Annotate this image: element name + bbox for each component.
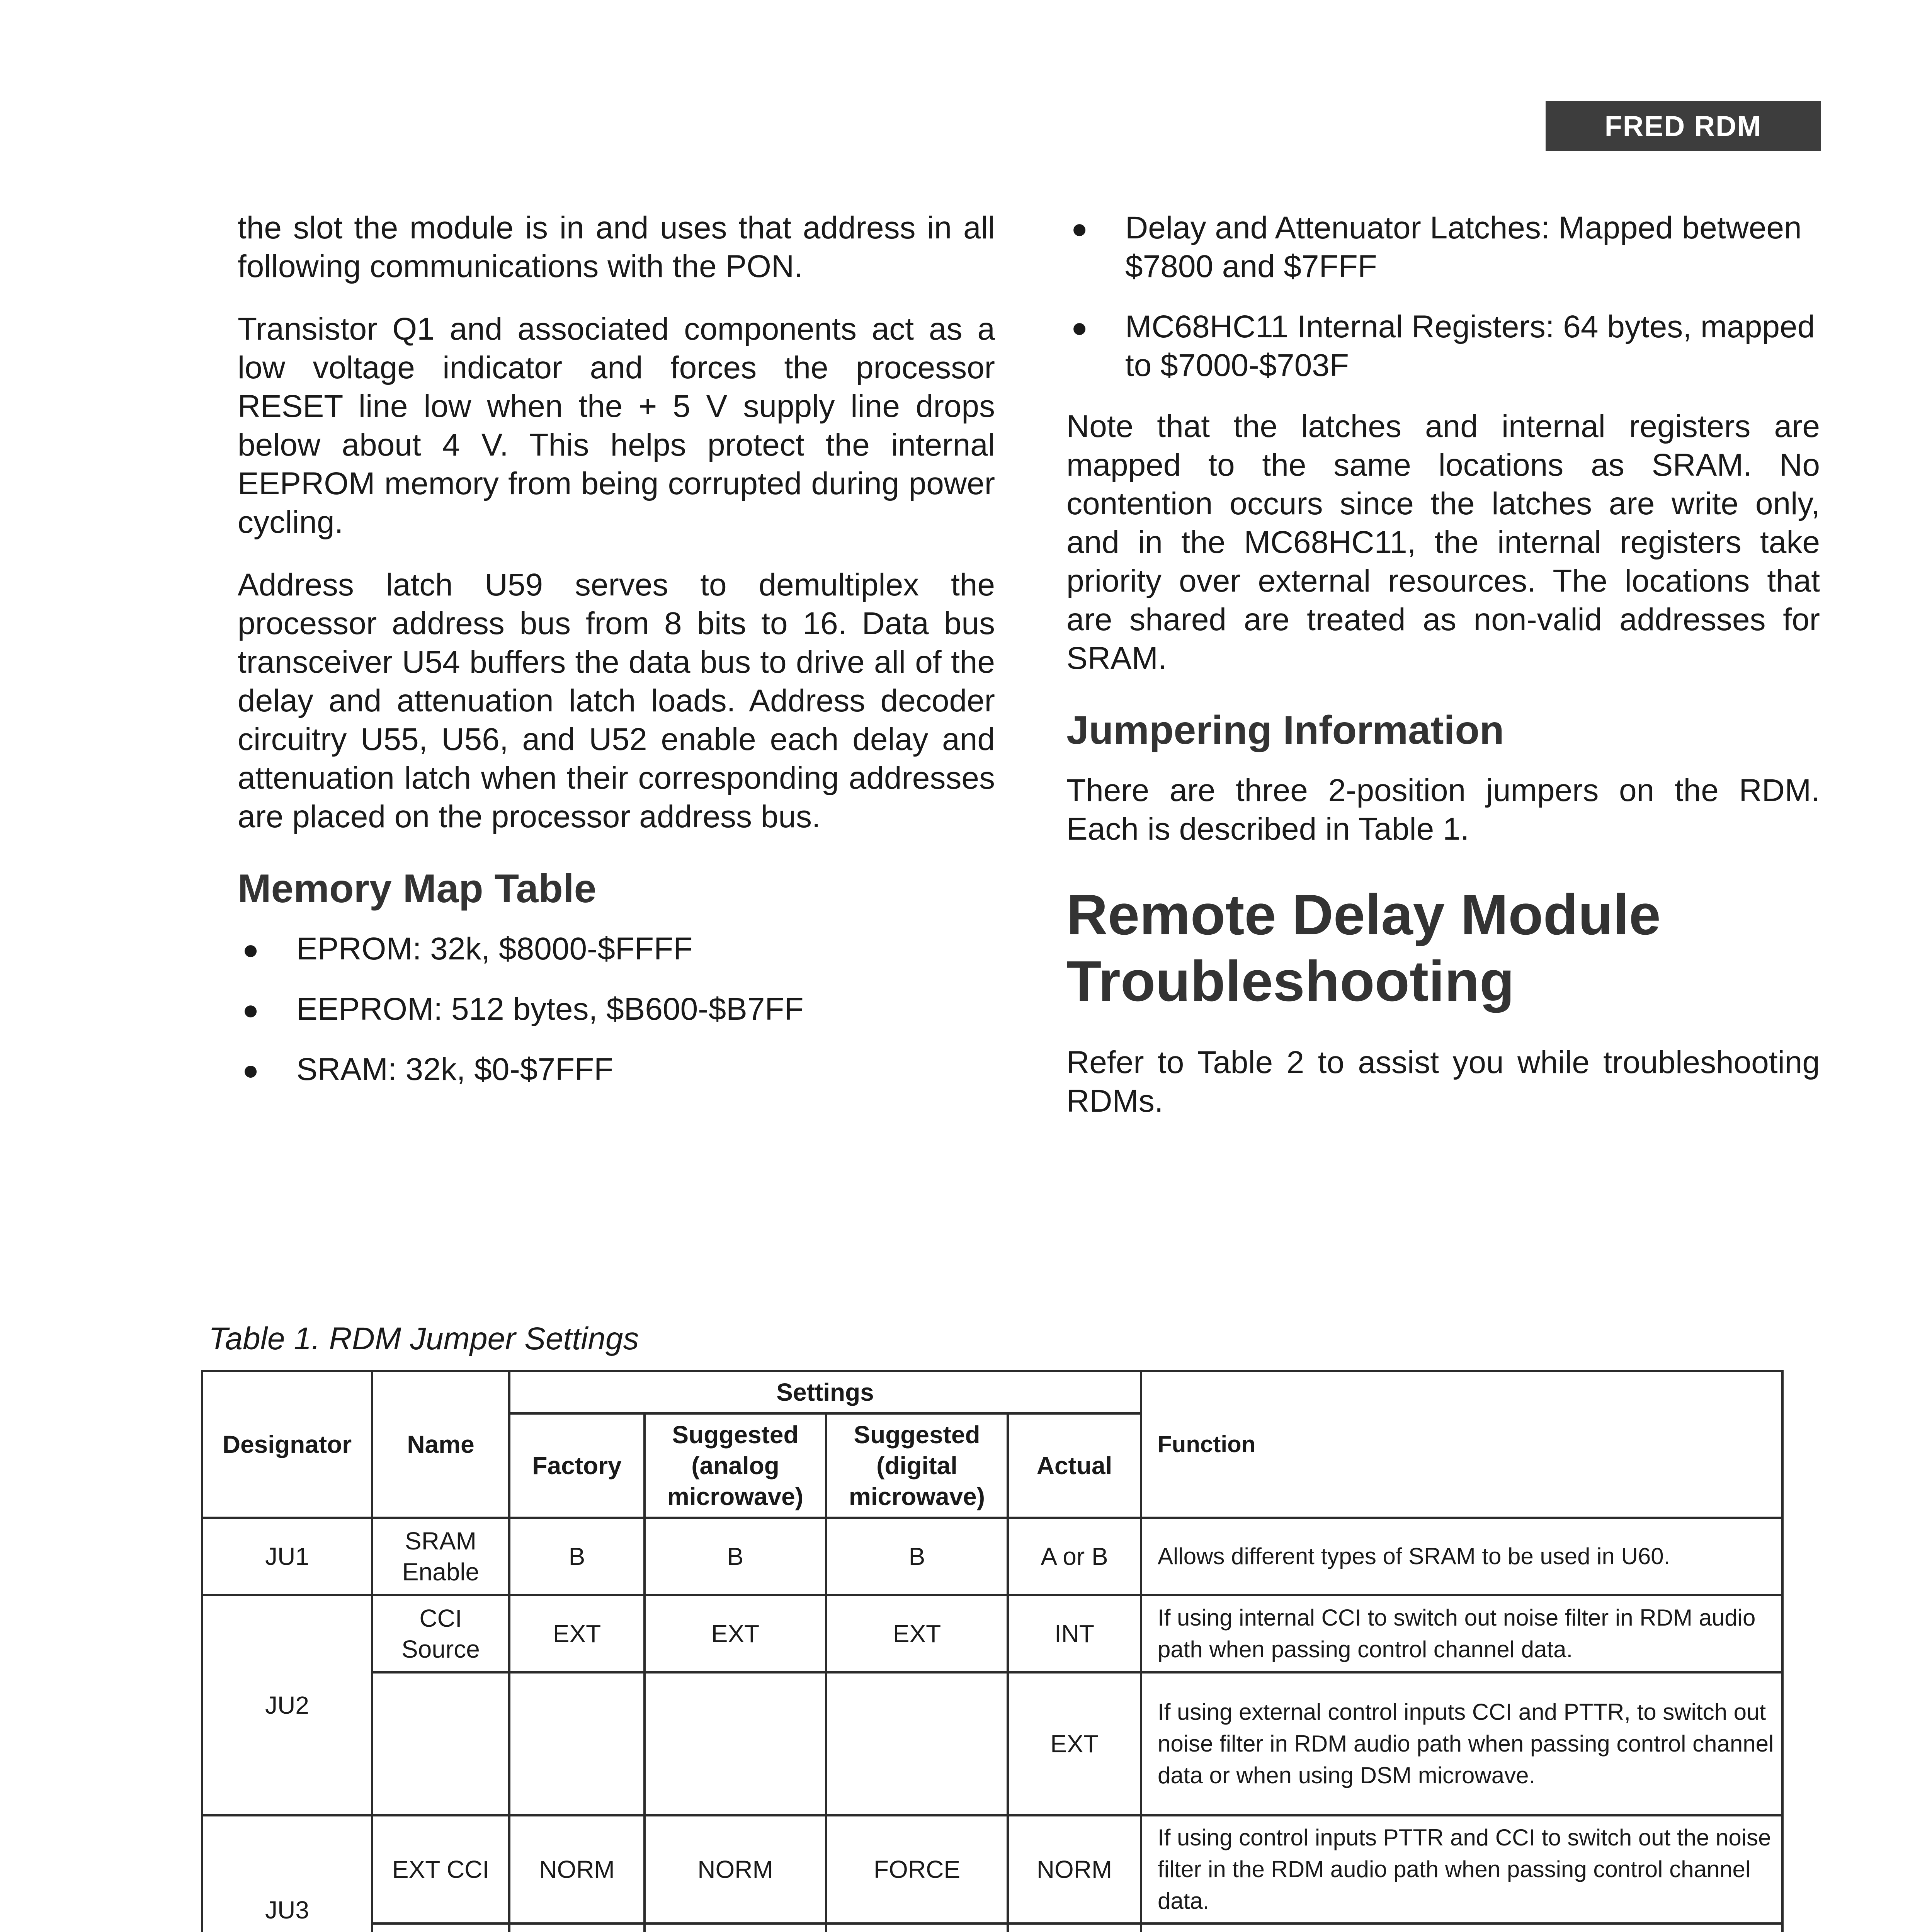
note-paragraph: Note that the latches and internal registers are mapped to the same locations as SRAM. No contention occurs since the latches are write only, and in the MC68HC11, the internal registers take priority over external resources. The locations that are shared are treated as non-valid addresses for SRAM.	[1066, 409, 1820, 676]
cell-name: CCI Source	[372, 1595, 509, 1672]
cell-actual	[1008, 1923, 1141, 1932]
list-item	[238, 990, 995, 1029]
table-row	[202, 1923, 1782, 1932]
list-item	[238, 930, 995, 968]
header-actual: Actual	[1008, 1413, 1141, 1518]
body-paragraph: Address latch U59 serves to demultiplex the processor address bus from 8 bits to 16. Data bus transceiver U54 buffers the data bus to drive all of the delay and attenuation latch loads. Address decoder circuitry U55, U56, and U52 enable each delay and attenuation latch when their corresponding addresses are placed on the processor address bus.	[238, 567, 995, 834]
list-item-text: MC68HC11 Internal Registers: 64 bytes, mapped to $7000-$703F	[1125, 309, 1815, 383]
bullet-icon: ●	[1071, 312, 1088, 343]
list-item-text: EEPROM: 512 bytes, $B600-$B7FF	[296, 992, 804, 1027]
cell-actual: EXT	[1008, 1672, 1141, 1815]
table-row	[202, 1815, 1782, 1923]
cell-actual: INT	[1008, 1595, 1141, 1672]
cell-designator: JU3	[202, 1815, 372, 1932]
bullet-icon: ●	[1071, 213, 1088, 244]
list-item-text: SRAM: 32k, $0-$7FFF	[296, 1052, 614, 1087]
list-item	[1066, 308, 1820, 385]
cell-name	[372, 1672, 509, 1815]
table-header-row	[202, 1371, 1782, 1413]
cell-name: SRAM Enable	[372, 1518, 509, 1595]
list-item	[1066, 209, 1820, 286]
cell-digital: EXT	[826, 1595, 1008, 1672]
bullet-icon: ●	[242, 934, 259, 965]
jumpering-heading: Jumpering Information	[1066, 708, 1504, 753]
cell-factory: B	[509, 1518, 645, 1595]
cell-designator: JU1	[202, 1518, 372, 1595]
header-designator: Designator	[202, 1371, 372, 1518]
troubleshooting-paragraph: Refer to Table 2 to assist you while troubleshooting RDMs.	[1066, 1045, 1820, 1119]
body-paragraph: the slot the module is in and uses that address in all following communications with the PON.	[238, 210, 995, 284]
cell-digital: B	[826, 1518, 1008, 1595]
cell-analog: B	[645, 1518, 826, 1595]
cell-name: EXT CCI	[372, 1815, 509, 1923]
jumper-settings-table	[201, 1370, 1784, 1932]
header-settings: Settings	[509, 1371, 1141, 1413]
table-caption: Table 1. RDM Jumper Settings	[209, 1321, 639, 1356]
header-suggested-analog: Suggested (analog microwave)	[645, 1413, 826, 1518]
table-row	[202, 1595, 1782, 1672]
cell-digital	[826, 1923, 1008, 1932]
cell-factory	[509, 1672, 645, 1815]
header-suggested-digital: Suggested (digital microwave)	[826, 1413, 1008, 1518]
cell-function: If using control inputs PTTR and CCI to switch out the noise filter in the RDM audio path when passing control channel data.	[1141, 1815, 1782, 1923]
cell-function	[1141, 1923, 1782, 1932]
cell-function: If using external control inputs CCI and PTTR, to switch out noise filter in RDM audio path when passing control channel data or when using DSM microwave.	[1141, 1672, 1782, 1815]
memory-map-list-continued	[1066, 209, 1820, 385]
header-function: Function	[1141, 1371, 1782, 1518]
cell-factory	[509, 1923, 645, 1932]
cell-digital	[826, 1672, 1008, 1815]
memory-map-heading: Memory Map Table	[238, 866, 597, 911]
cell-factory: EXT	[509, 1595, 645, 1672]
memory-map-list	[238, 930, 995, 1089]
left-column	[238, 209, 995, 1111]
right-column	[1066, 209, 1820, 1145]
table-row	[202, 1518, 1782, 1595]
cell-function: Allows different types of SRAM to be used in U60.	[1141, 1518, 1782, 1595]
cell-analog	[645, 1923, 826, 1932]
body-paragraph: Transistor Q1 and associated components act as a low voltage indicator and forces the processor RESET line low when the + 5 V supply line drops below about 4 V. This helps protect the internal EEPROM memory from being corrupted during power cycling.	[238, 311, 995, 540]
section-tab: FRED RDM	[1546, 101, 1821, 151]
cell-digital: FORCE	[826, 1815, 1008, 1923]
cell-function: If using internal CCI to switch out noise filter in RDM audio path when passing control channel data.	[1141, 1595, 1782, 1672]
bullet-icon: ●	[242, 995, 259, 1026]
list-item-text: EPROM: 32k, $8000-$FFFF	[296, 931, 693, 966]
cell-name	[372, 1923, 509, 1932]
cell-analog: EXT	[645, 1595, 826, 1672]
list-item	[238, 1050, 995, 1089]
cell-actual: A or B	[1008, 1518, 1141, 1595]
header-name: Name	[372, 1371, 509, 1518]
header-factory: Factory	[509, 1413, 645, 1518]
table-row	[202, 1672, 1782, 1815]
cell-factory: NORM	[509, 1815, 645, 1923]
cell-analog: NORM	[645, 1815, 826, 1923]
list-item-text: Delay and Attenuator Latches: Mapped between $7800 and $7FFF	[1125, 210, 1802, 284]
cell-actual: NORM	[1008, 1815, 1141, 1923]
cell-designator: JU2	[202, 1595, 372, 1815]
bullet-icon: ●	[242, 1055, 259, 1086]
jumpering-paragraph: There are three 2-position jumpers on the RDM. Each is described in Table 1.	[1066, 773, 1820, 847]
troubleshooting-heading: Remote Delay Module Troubleshooting	[1066, 883, 1661, 1013]
cell-analog	[645, 1672, 826, 1815]
